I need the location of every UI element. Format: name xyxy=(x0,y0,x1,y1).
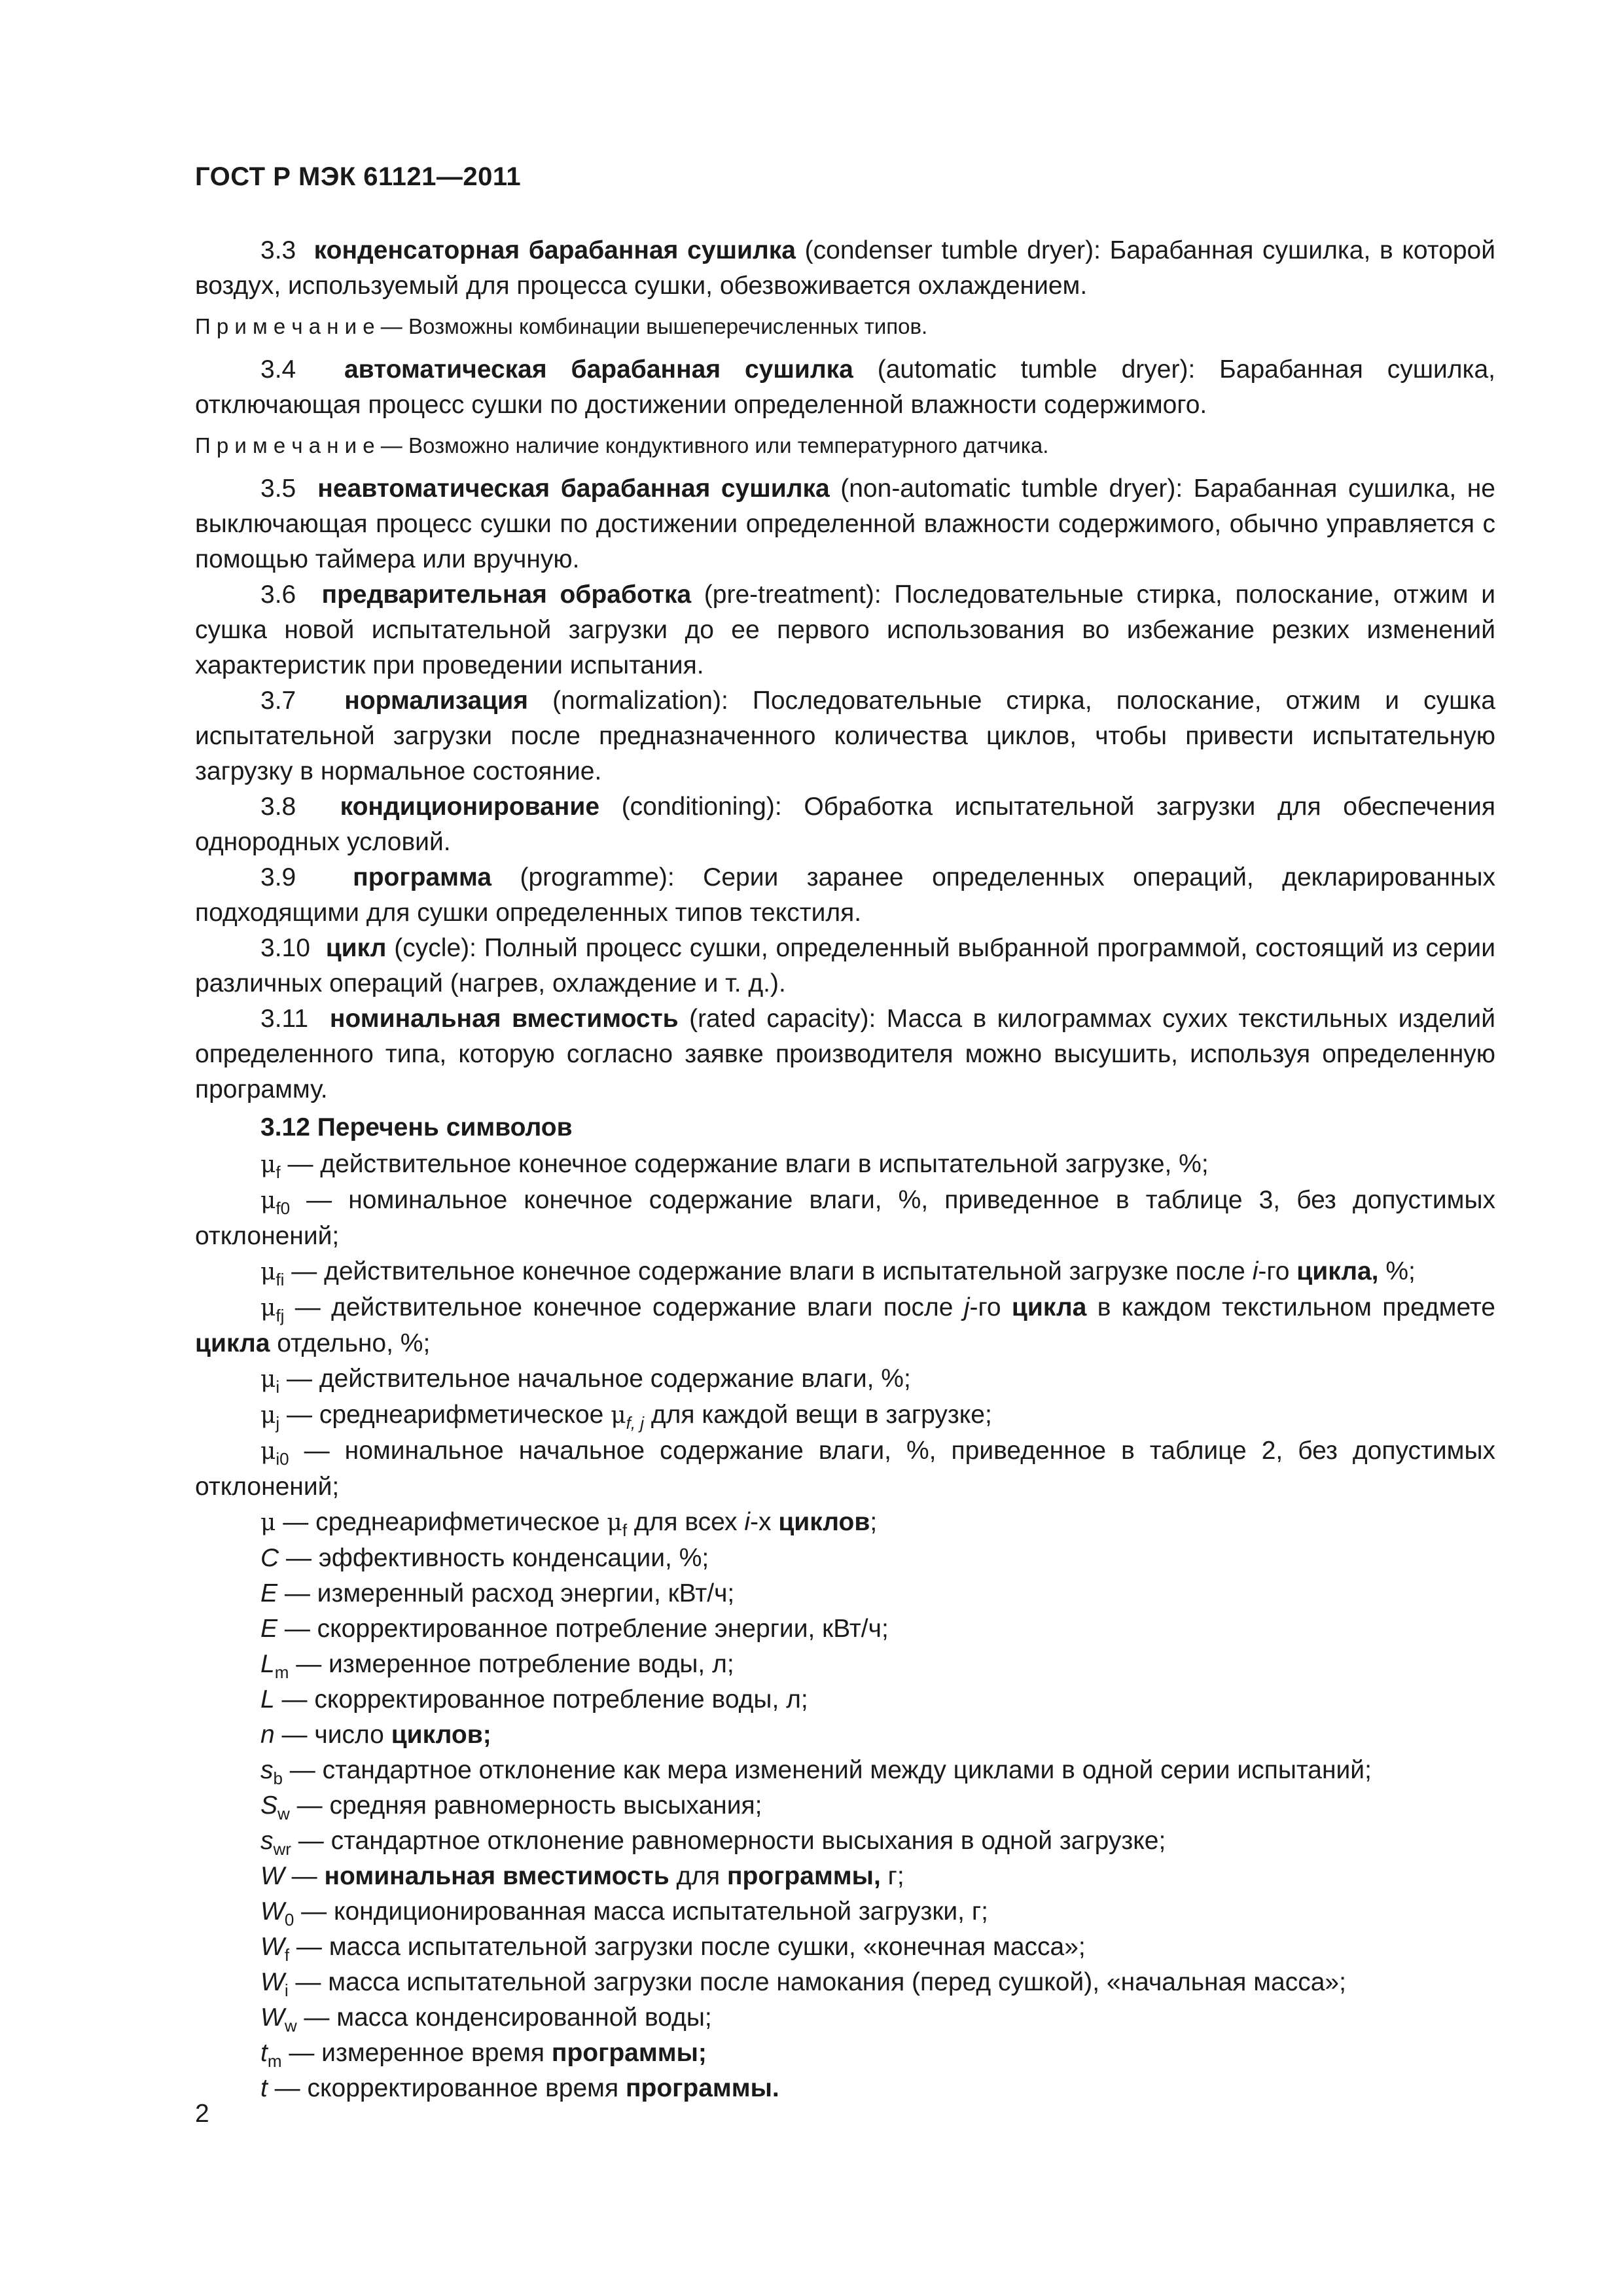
definition-3-8 xyxy=(195,789,1495,860)
inline-symbol-subscript: f, j xyxy=(626,1412,645,1433)
symbol-mu-f0 xyxy=(195,1183,1495,1254)
symbol: W xyxy=(260,2003,285,2032)
symbol-subscript: wr xyxy=(273,1839,291,1859)
note-text: — Возможно наличие кондуктивного или температурного датчика. xyxy=(374,433,1049,457)
symbol-subscript: f xyxy=(284,1945,290,1965)
definition-text: (rated capacity): Масса в килограммах сухих текстильных изделий определенного типа, которую согласно заявке производителя можно высушить, используя определенную программу. xyxy=(195,1005,1495,1103)
symbol-subscript: j xyxy=(276,1412,280,1433)
definition-text: (cycle): Полный процесс сушки, определенный выбранной программой, состоящий из серии различных операций (нагрев, охлаждение и т. д.). xyxy=(195,934,1495,997)
symbol-subscript: w xyxy=(284,2015,297,2036)
inline-symbol: μ xyxy=(607,1509,622,1536)
symbol-description: — число xyxy=(274,1721,391,1749)
symbol-description: — стандартное отклонение как мера изменений между циклами в одной серии испытаний; xyxy=(282,1756,1372,1784)
symbol-subscript: b xyxy=(273,1768,283,1788)
symbol-mu-fi xyxy=(195,1254,1495,1290)
symbol-description: — действительное начальное содержание влаги, %; xyxy=(279,1365,911,1393)
symbol-mu xyxy=(195,1505,1495,1541)
symbol-Wf xyxy=(195,1929,1495,1965)
symbol-description: — действительное конечное содержание влаги в испытательной загрузке, %; xyxy=(280,1150,1209,1178)
symbol-subscript: f xyxy=(276,1162,281,1182)
inline-symbol: μ xyxy=(611,1402,626,1429)
definition-text: (normalization): Последовательные стирка, полоскание, отжим и сушка испытательной загрузки после предназначенного количества циклов, чтобы привести испытательную загрузку в нормальное состояние. xyxy=(195,687,1496,785)
symbol: W xyxy=(260,1862,285,1890)
bold-term: программы, xyxy=(726,1862,881,1890)
symbol: μ xyxy=(260,1509,276,1536)
symbol-subscript: 0 xyxy=(284,1909,294,1929)
symbol-subscript: i xyxy=(276,1376,280,1397)
definition-3-5 xyxy=(195,471,1495,577)
clause-number: 3.7 xyxy=(260,687,296,715)
definition-3-4 xyxy=(195,352,1495,423)
symbol-description: — xyxy=(284,1862,325,1890)
symbol-Wi xyxy=(195,1965,1495,2000)
definition-text: (programme): Серии заранее определенных операций, декларированных подходящими для сушки определенных типов текстиля. xyxy=(195,863,1496,927)
symbol-subscript: m xyxy=(274,1662,289,1682)
symbol-mu-f xyxy=(195,1147,1495,1183)
symbol: E xyxy=(260,1579,278,1607)
symbol-description-cont: -го xyxy=(969,1293,1012,1321)
symbol-description: — масса испытательной загрузки после намокания (перед сушкой), «начальная масса»; xyxy=(288,1968,1346,1996)
note-label: П р и м е ч а н и е xyxy=(195,433,375,457)
term: неавтоматическая барабанная сушилка xyxy=(317,475,830,503)
symbol-description-cont: для xyxy=(669,1862,727,1890)
symbol-description: — средняя равномерность высыхания; xyxy=(289,1791,762,1820)
symbol-L xyxy=(195,1682,1495,1717)
symbol-description: — эффективность конденсации, %; xyxy=(279,1544,709,1572)
symbol-description: — скорректированное потребление воды, л; xyxy=(274,1685,808,1713)
term: кондиционирование xyxy=(340,793,600,821)
symbol-description-end: ; xyxy=(870,1508,878,1536)
symbol: C xyxy=(260,1544,279,1572)
symbol-description: — скорректированное время xyxy=(267,2074,626,2102)
clause-number: 3.4 xyxy=(260,355,296,384)
symbol-swr xyxy=(195,1823,1495,1859)
symbol-mu-i0 xyxy=(195,1433,1495,1505)
clause-number: 3.6 xyxy=(260,581,296,609)
page-number: 2 xyxy=(195,2100,209,2128)
clause-number: 3.11 xyxy=(260,1005,309,1033)
bold-term: программы; xyxy=(551,2039,707,2067)
clause-number: 3.8 xyxy=(260,793,296,821)
definition-3-9 xyxy=(195,860,1495,931)
term: конденсаторная барабанная сушилка xyxy=(313,236,796,264)
definition-text: (automatic tumble dryer): Барабанная сушилка, отключающая процесс сушки по достижении определенной влажности содержимого. xyxy=(195,355,1496,419)
symbol: μ xyxy=(260,1402,276,1429)
symbol-description: — среднеарифметическое xyxy=(279,1401,611,1429)
symbol-description: — номинальное конечное содержание влаги, %, приведенное в таблице 3, без допустимых отклонений; xyxy=(195,1186,1495,1250)
bold-term: циклов; xyxy=(391,1721,491,1749)
symbol-t xyxy=(195,2071,1495,2106)
symbols-section-title: 3.12 Перечень символов xyxy=(260,1113,573,1141)
symbol-E-corrected xyxy=(195,1611,1495,1647)
definition-text: (non-automatic tumble dryer): Барабанная сушилка, не выключающая процесс сушки по достижении определенной влажности содержимого, обычно управляется с помощью таймера или вручную. xyxy=(195,475,1495,573)
symbol-description-cont: -х xyxy=(750,1508,779,1536)
symbol-subscript: fj xyxy=(276,1305,285,1325)
note-1 xyxy=(195,310,1495,343)
symbol: t xyxy=(260,2074,268,2102)
symbol: n xyxy=(260,1721,275,1749)
symbol-W0 xyxy=(195,1894,1495,1929)
symbol: s xyxy=(260,1756,274,1784)
index-variable: i xyxy=(744,1508,750,1536)
symbol-subscript: fi xyxy=(276,1269,285,1289)
term: цикл xyxy=(325,934,387,962)
symbol-description-cont: для всех xyxy=(627,1508,745,1536)
symbol-subscript: i0 xyxy=(276,1448,289,1469)
symbol-subscript: m xyxy=(267,2051,282,2071)
symbol-description-end: отдельно, %; xyxy=(270,1329,431,1357)
clause-number: 3.3 xyxy=(260,236,296,264)
symbol-description: — действительное конечное содержание влаги после xyxy=(284,1293,964,1321)
term: номинальная вместимость xyxy=(329,1005,679,1033)
symbol: L xyxy=(260,1650,275,1678)
clause-number: 3.10 xyxy=(260,934,310,962)
bold-term: цикла xyxy=(195,1329,270,1357)
document-body xyxy=(195,233,1495,2106)
clause-number: 3.5 xyxy=(260,475,296,503)
symbol-description: — кондиционированная масса испытательной загрузки, г; xyxy=(294,1897,988,1926)
symbol-description: — среднеарифметическое xyxy=(276,1508,607,1536)
index-variable: j xyxy=(963,1293,970,1321)
symbol-E-measured xyxy=(195,1576,1495,1611)
symbol-C xyxy=(195,1541,1495,1576)
symbol-sb xyxy=(195,1753,1495,1788)
symbol-subscript: w xyxy=(277,1803,290,1823)
term: программа xyxy=(353,863,492,891)
symbol-description-end: г; xyxy=(880,1862,904,1890)
term: автоматическая барабанная сушилка xyxy=(344,355,853,384)
symbol-description: — скорректированное потребление энергии, кВт/ч; xyxy=(277,1615,889,1643)
symbol-subscript: i xyxy=(284,1980,289,2000)
symbol-description: — номинальное начальное содержание влаги, %, приведенное в таблице 2, без допустимых отклонений; xyxy=(195,1437,1495,1501)
term: нормализация xyxy=(344,687,529,715)
symbol: S xyxy=(260,1791,278,1820)
symbol: s xyxy=(260,1827,274,1855)
term: предварительная обработка xyxy=(321,581,692,609)
definition-text: (pre-treatment): Последовательные стирка, полоскание, отжим и сушка новой испытательной загрузки до ее первого использования во избежание резких изменений характеристик при проведении испытания. xyxy=(195,581,1496,679)
symbol-mu-fj xyxy=(195,1290,1495,1361)
definition-3-7 xyxy=(195,683,1495,789)
definition-text: (condenser tumble dryer): Барабанная сушилка, в которой воздух, используемый для процесса сушки, обезвоживается охлаждением. xyxy=(195,236,1496,300)
symbol-description-cont: в каждом текстильном предмете xyxy=(1086,1293,1496,1321)
symbol-subscript: f0 xyxy=(276,1198,291,1218)
bold-term: циклов xyxy=(778,1508,870,1536)
symbol-description: — действительное конечное содержание влаги в испытательной загрузке после xyxy=(284,1257,1253,1285)
symbol: W xyxy=(260,1897,285,1926)
symbol-description: — измеренное время xyxy=(281,2039,552,2067)
symbol-description-end: %; xyxy=(1378,1257,1416,1285)
bold-term: цикла, xyxy=(1296,1257,1379,1285)
symbol-Lm xyxy=(195,1647,1495,1682)
symbol: t xyxy=(260,2039,268,2067)
symbol-description: — измеренное потребление воды, л; xyxy=(289,1650,734,1678)
symbol: μ xyxy=(260,1151,276,1178)
symbol-mu-j xyxy=(195,1397,1495,1433)
bold-term: программы. xyxy=(625,2074,779,2102)
inline-symbol-subscript: f xyxy=(622,1520,628,1540)
symbol-tm xyxy=(195,2036,1495,2071)
symbol: L xyxy=(260,1685,275,1713)
symbol: μ xyxy=(260,1187,276,1214)
standard-header: ГОСТ Р МЭК 61121—2011 xyxy=(195,162,522,191)
symbol: μ xyxy=(260,1295,276,1321)
symbol-description-cont: -го xyxy=(1258,1257,1297,1285)
symbol: W xyxy=(260,1933,285,1961)
symbol-description: — масса испытательной загрузки после сушки, «конечная масса»; xyxy=(289,1933,1086,1961)
symbol-Ww xyxy=(195,2000,1495,2036)
symbol: μ xyxy=(260,1259,276,1285)
bold-term: цикла xyxy=(1011,1293,1087,1321)
symbol-Sw xyxy=(195,1788,1495,1823)
bold-term: номинальная вместимость xyxy=(324,1862,669,1890)
symbol: W xyxy=(260,1968,285,1996)
symbol: E xyxy=(260,1615,278,1643)
symbol-description: — измеренный расход энергии, кВт/ч; xyxy=(277,1579,735,1607)
symbol-mu-i xyxy=(195,1361,1495,1397)
note-2 xyxy=(195,429,1495,462)
symbol-W xyxy=(195,1859,1495,1894)
symbol: μ xyxy=(260,1438,276,1465)
definition-3-3 xyxy=(195,233,1495,304)
index-variable: i xyxy=(1252,1257,1258,1285)
note-text: — Возможны комбинации вышеперечисленных типов. xyxy=(374,314,928,338)
symbol: μ xyxy=(260,1366,276,1393)
clause-number: 3.9 xyxy=(260,863,296,891)
definition-3-11 xyxy=(195,1001,1495,1107)
symbol-description: — стандартное отклонение равномерности высыхания в одной загрузке; xyxy=(291,1827,1166,1855)
symbol-n xyxy=(195,1717,1495,1753)
note-label: П р и м е ч а н и е xyxy=(195,314,375,338)
symbol-description: — масса конденсированной воды; xyxy=(296,2003,712,2032)
definition-text: (conditioning): Обработка испытательной загрузки для обеспечения однородных условий. xyxy=(195,793,1495,856)
definition-3-6 xyxy=(195,577,1495,683)
definition-3-10 xyxy=(195,931,1495,1001)
symbol-description-end: для каждой вещи в загрузке; xyxy=(644,1401,992,1429)
